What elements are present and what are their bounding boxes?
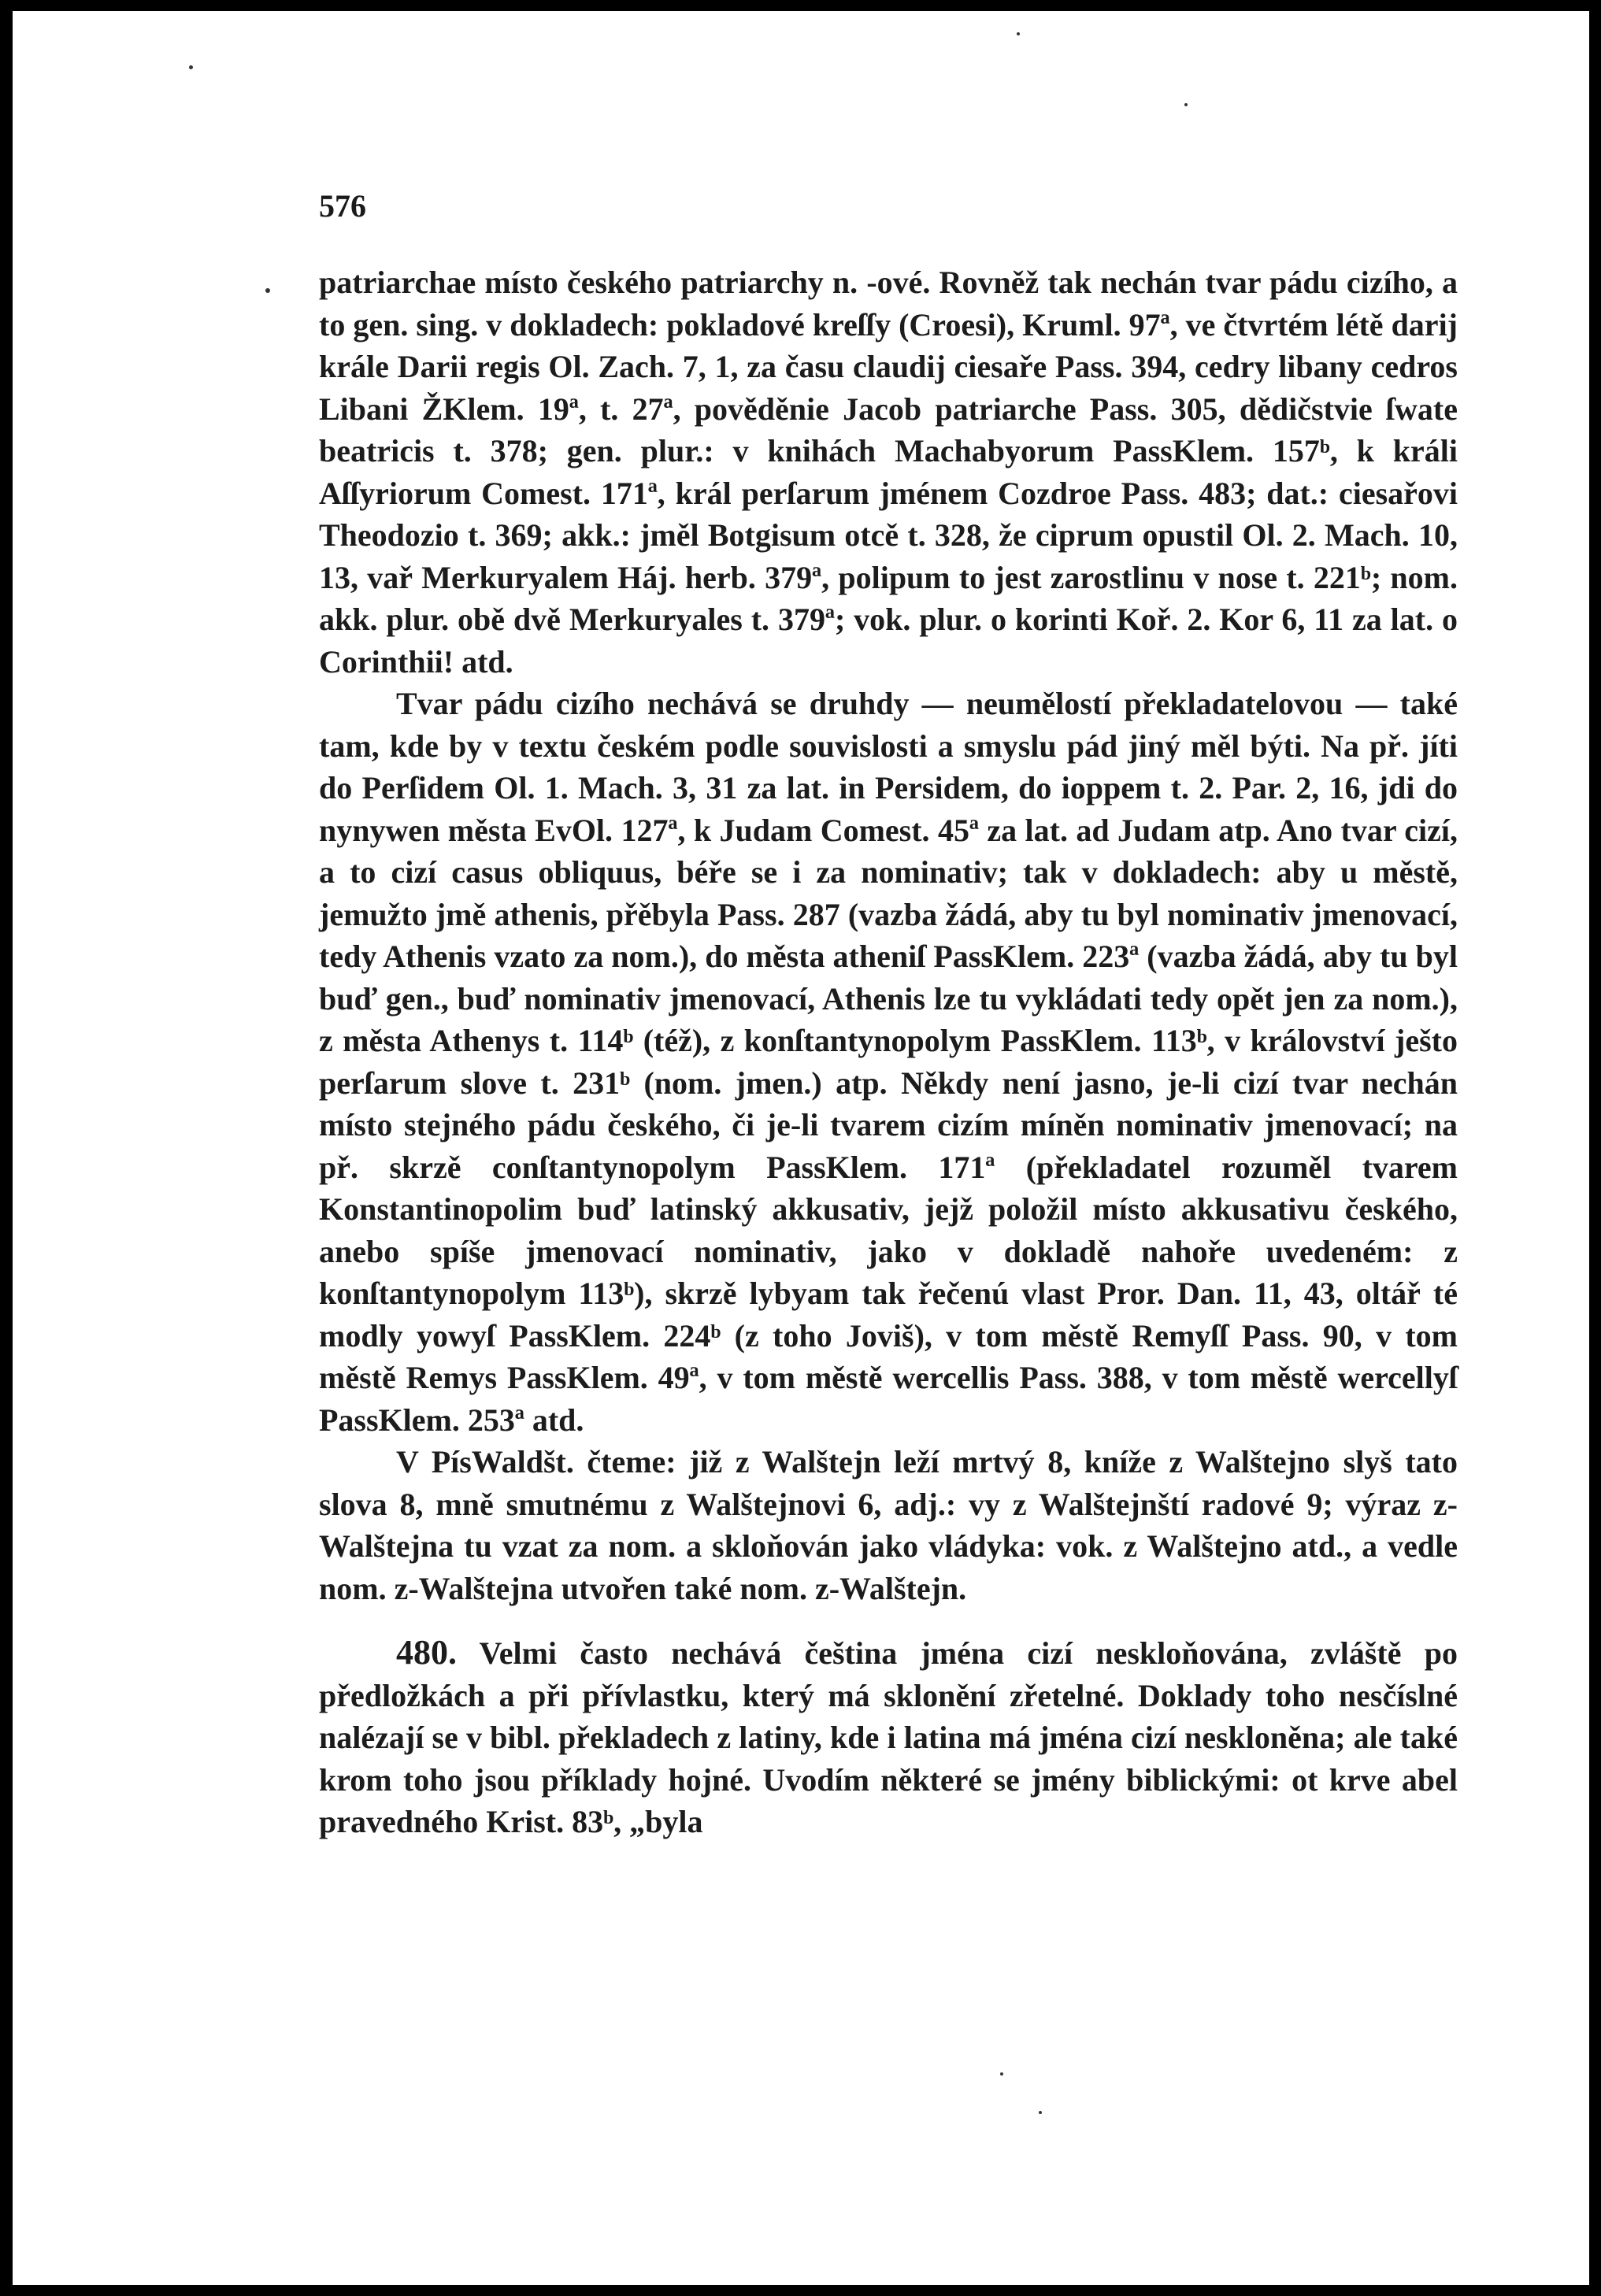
paragraph-genitive-examples: patriarchae místo českého patriarchy n. -ové. Rovněž tak nechán tvar pádu cizího, a to gen. sing. v dokladech: pokladové kreſſy (Croesi), Kruml. 97ª, ve čtvrtém létě darij krále Darii regis Ol. Zach. 7, 1, za času claudij ciesaře Pass. 394, cedry libany cedros Libani ŽKlem. 19ª, t. 27ª, pověděnie Jacob patriarche Pass. 305, dědičstvie ſwate beatricis t. 378; gen. plur.: v knihách Machabyorum PassKlem. 157ᵇ, k králi Aſſyriorum Comest. 171ª, král perſarum jménem Cozdroe Pass. 483; dat.: ciesařovi Theodozio t. 369; akk.: jměl Botgisum otcě t. 328, že ciprum opustil Ol. 2. Mach. 10, 13, vař Merkuryalem Háj. herb. 379ª, polipum to jest zarostlinu v nose t. 221ᵇ; nom. akk. plur. obě dvě Merkuryales t. 379ª; vok. plur. o korinti Koř. 2. Kor 6, 11 za lat. o Corinthii! atd. bbox=[319, 265, 1458, 680]
book-page bbox=[13, 11, 1589, 2285]
scan-speck bbox=[1039, 2111, 1042, 2114]
paragraph-waldstein-songs: V PísWaldšt. čteme: již z Walštejn leží mrtvý 8, kníže z Walštejno slyš tato slova 8, mně smutnému z Walštejnovi 6, adj.: vy z Walštejnští radové 9; výraz z-Walštejna tu vzat za nom. a skloňován jako vládyka: vok. z Walštejno atd., a vedle nom. z-Walštejna utvořen také nom. z-Walštejn. bbox=[319, 1444, 1458, 1606]
page-number: 576 bbox=[319, 188, 366, 224]
scan-speck bbox=[1184, 103, 1188, 106]
section-number: 480. bbox=[396, 1633, 457, 1672]
scan-speck bbox=[189, 65, 193, 69]
paragraph-foreign-case-form: Tvar pádu cizího nechává se druhdy — neumělostí překladatelovou — také tam, kde by v textu českém podle souvislosti a smyslu pád jiný měl býti. Na př. jíti do Perſidem Ol. 1. Mach. 3, 31 za lat. in Persidem, do ioppem t. 2. Par. 2, 16, jdi do nynywen města EvOl. 127ª, k Judam Comest. 45ª za lat. ad Judam atp. Ano tvar cizí, a to cizí casus obliquus, béře se i za nominativ; tak v dokladech: aby u městě, jemužto jmě athenis, přěbyla Pass. 287 (vazba žádá, aby tu byl nominativ jmenovací, tedy Athenis vzato za nom.), do města atheniſ PassKlem. 223ª (vazba žádá, aby tu byl buď gen., buď nominativ jmenovací, Athenis lze tu vykládati tedy opět jen za nom.), z města Athenys t. 114ᵇ (též), z konſtantynopolym PassKlem. 113ᵇ, v království ješto perſarum slove t. 231ᵇ (nom. jmen.) atp. Někdy není jasno, je-li cizí tvar nechán místo stejného pádu českého, či je-li tvarem cizím míněn nominativ jmenovací; na př. skrzě conſtantynopolym PassKlem. 171ª (překladatel rozuměl tvarem Konstantinopolim buď latinský akkusativ, jejž položil místo akkusativu českého, anebo spíše jmenovací nominativ, jako v dokladě nahoře uvedeném: z konſtantynopolym 113ᵇ), skrzě lybyam tak řečenú vlast Pror. Dan. 11, 43, oltář té modly yowyſ PassKlem. 224ᵇ (z toho Joviš), v tom městě Remyſſ Pass. 90, v tom městě Remys PassKlem. 49ª, v tom městě wercellis Pass. 388, v tom městě wercellyſ PassKlem. 253ª atd. bbox=[319, 686, 1458, 1438]
scan-speck bbox=[1000, 2072, 1003, 2076]
scan-speck bbox=[265, 288, 270, 293]
page-body bbox=[319, 261, 1458, 1843]
paragraph-section-480 bbox=[319, 1631, 1458, 1843]
section-480-text: Velmi často nechává čeština jména cizí neskloňována, zvláště po předložkách a při přívlastku, který má sklonění zřetelné. Doklady toho nesčíslné nalézají se v bibl. překladech z latiny, kde i latina má jména cizí neskloněna; ale také krom toho jsou příklady hojné. Uvodím některé se jmény biblickými: ot krve abel pravedného Krist. 83ᵇ, „byla bbox=[319, 1635, 1458, 1839]
scan-speck bbox=[1017, 32, 1020, 35]
